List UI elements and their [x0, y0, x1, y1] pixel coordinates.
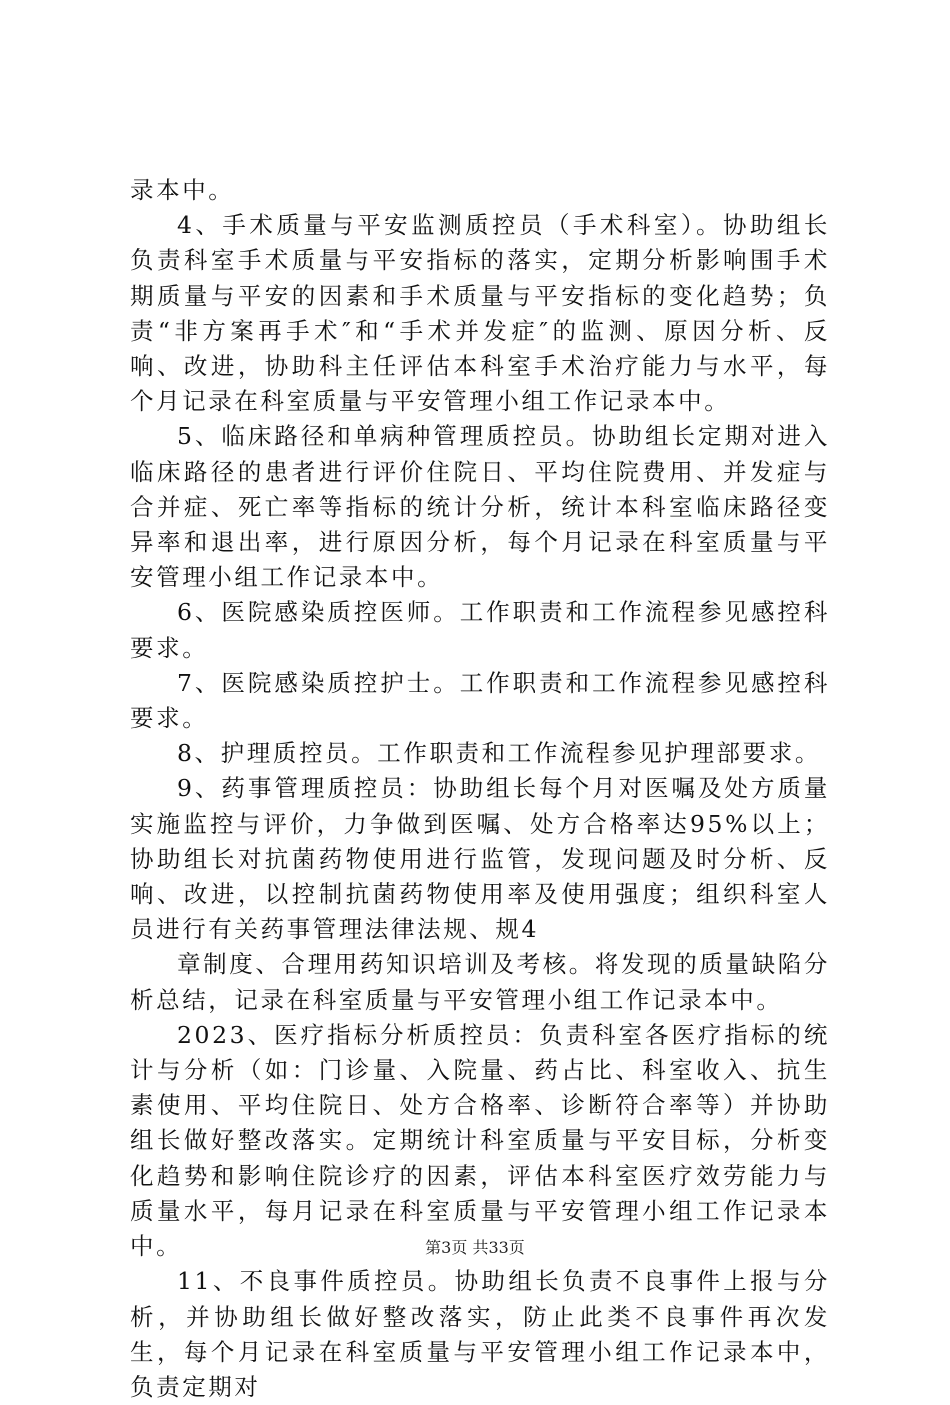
paragraph-item-6: 6、医院感染质控医师。工作职责和工作流程参见感控科要求。 — [130, 598, 830, 662]
paragraph-continuation: 录本中。 — [130, 176, 235, 204]
paragraph-item-9: 9、药事管理质控员：协助组长每个月对医嘱及处方质量实施监控与评价，力争做到医嘱、处方合格率达95%以上；协助组长对抗菌药物使用进行监管，发现问题及时分析、反响、改进，以控制抗菌药物使用率及使用强度；组织科室人员进行有关药事管理法律法规、规4 — [130, 774, 830, 944]
paragraph-item-2023: 2023、医疗指标分析质控员：负责科室各医疗指标的统计与分析（如：门诊量、入院量、药占比、科室收入、抗生素使用、平均住院日、处方合格率、诊断符合率等）并协助组长做好整改落实。定期统计科室质量与平安目标，分析变化趋势和影响住院诊疗的因素，评估本科室医疗效劳能力与质量水平，每月记录在科室质量与平安管理小组工作记录本中。 — [130, 1020, 830, 1261]
document-body — [130, 173, 830, 1405]
paragraph-item-8: 8、护理质控员。工作职责和工作流程参见护理部要求。 — [177, 739, 821, 768]
paragraph-item-11: 11、不良事件质控员。协助组长负责不良事件上报与分析，并协助组长做好整改落实，防止此类不良事件再次发生，每个月记录在科室质量与平安管理小组工作记录本中，负责定期对 — [130, 1267, 830, 1401]
paragraph-item-9-continued: 章制度、合理用药知识培训及考核。将发现的质量缺陷分析总结，记录在科室质量与平安管理小组工作记录本中。 — [130, 950, 830, 1014]
paragraph-item-7: 7、医院感染质控护士。工作职责和工作流程参见感控科要求。 — [130, 668, 830, 733]
paragraph-item-4: 4、手术质量与平安监测质控员（手术科室）。协助组长负责科室手术质量与平安指标的落实，定期分析影响围手术期质量与平安的因素和手术质量与平安指标的变化趋势；负责“非方案再手术″和“手术并发症″的监测、原因分析、反响、改进，协助科主任评估本科室手术治疗能力与水平，每个月记录在科室质量与平安管理小组工作记录本中。 — [130, 211, 830, 416]
paragraph-item-5: 5、临床路径和单病种管理质控员。协助组长定期对进入临床路径的患者进行评价住院日、平均住院费用、并发症与合并症、死亡率等指标的统计分析，统计本科室临床路径变异率和退出率，进行原因分析，每个月记录在科室质量与平安管理小组工作记录本中。 — [130, 422, 830, 592]
page-footer: 第3页 共33页 — [425, 1238, 525, 1257]
